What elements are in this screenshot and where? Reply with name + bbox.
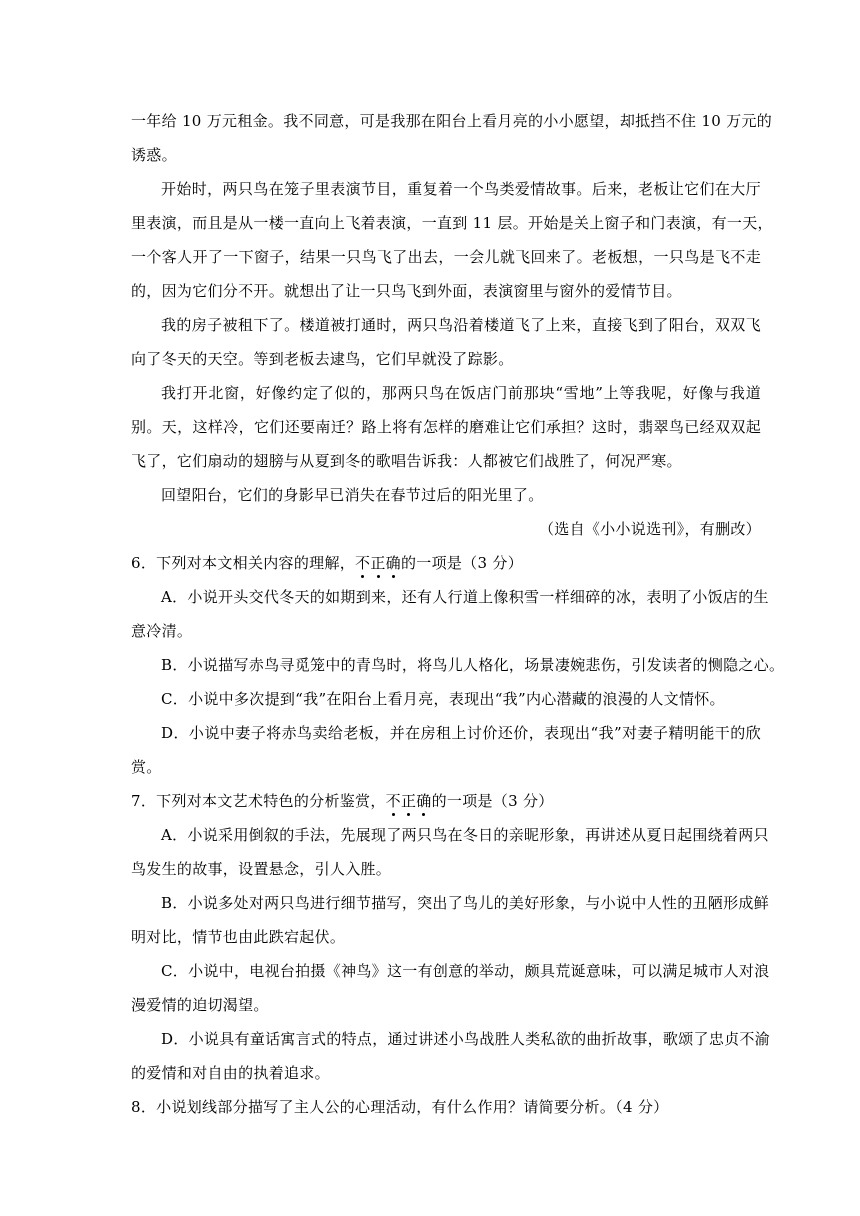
story-line: 我打开北窗，好像约定了似的，那两只鸟在饭店门前那块“雪地”上等我呢，好像与我道 [161,384,761,402]
question-7-option-c: C．小说中，电视台拍摄《神鸟》这一有创意的举动，颇具荒诞意味，可以满足城市人对浪 [161,962,770,980]
question-7-option-b: 明对比，情节也由此跌宕起伏。 [131,928,346,946]
story-line: 开始时，两只鸟在笼子里表演节目，重复着一个鸟类爱情故事。后来，老板让它们在大厅 [161,180,761,198]
question-6-option-d: D．小说中妻子将赤鸟卖给老板，并在房租上讨价还价，表现出“我”对妻子精明能干的欣 [161,724,761,742]
question-7-option-a: 鸟发生的故事，设置悬念，引人入胜。 [131,860,392,878]
emphasis-char: 不 [385,792,401,810]
story-line: 的，因为它们分不开。就想出了让一只鸟飞到外面，表演窗里与窗外的爱情节目。 [131,282,682,300]
emphasis-char: 确 [416,792,432,810]
source-note: （选自《小小说选刊》，有删改） [538,520,761,538]
question-6-option-d: 赏。 [131,758,162,776]
story-line: 向了冬天的天空。等到老板去逮鸟，它们早就没了踪影。 [131,350,514,368]
story-line: 一年给 10 万元租金。我不同意，可是我那在阳台上看月亮的小小愿望，却抵挡不住 10 万元的 [131,112,773,130]
question-6-option-c: C．小说中多次提到“我”在阳台上看月亮，表现出“我”内心潜藏的浪漫的人文情怀。 [161,690,725,708]
question-7-option-a: A．小说采用倒叙的手法，先展现了两只鸟在冬日的亲昵形象，再讲述从夏日起围绕着两只 [161,826,769,844]
story-line: 别。天，这样冷，它们还要南迁？路上将有怎样的磨难让它们承担？这时，翡翠鸟已经双双起 [131,418,761,436]
question-6-option-a: A．小说开头交代冬天的如期到来，还有人行道上像积雪一样细碎的冰，表明了小饭店的生 [161,588,769,606]
question-7-option-d: D．小说具有童话寓言式的特点，通过讲述小鸟战胜人类私欲的曲折故事，歌颂了忠贞不渝 [161,1030,771,1048]
question-7-option-c: 漫爱情的迫切渴望。 [131,996,269,1014]
emphasis-char: 确 [385,554,401,572]
story-line: 里表演，而且是从一楼一直向上飞着表演，一直到 11 层。开始是关上窗子和门表演，有一天， [131,214,773,232]
question-8-stem: 8．小说划线部分描写了主人公的心理活动，有什么作用？请简要分析。（4 分） [131,1098,669,1116]
story-line: 回望阳台，它们的身影早已消失在春节过后的阳光里了。 [161,486,544,504]
emphasis-char: 正 [370,554,386,572]
question-7-option-b: B．小说多处对两只鸟进行细节描写，突出了鸟儿的美好形象，与小说中人性的丑陋形成鲜 [161,894,770,912]
question-7-option-d: 的爱情和对自由的执着追求。 [131,1064,330,1082]
story-line: 我的房子被租下了。楼道被打通时，两只鸟沿着楼道飞了上来，直接飞到了阳台，双双飞 [161,316,761,334]
question-6-option-b: B．小说描写赤鸟寻觅笼中的青鸟时，将鸟儿人格化，场景凄婉悲伤，引发读者的恻隐之心。 [161,656,785,674]
story-line: 飞了，它们扇动的翅膀与从夏到冬的歌唱告诉我：人都被它们战胜了，何况严寒。 [131,452,682,470]
story-line: 诱惑。 [131,146,177,164]
story-line: 一个客人开了一下窗子，结果一只鸟飞了出去，一会儿就飞回来了。老板想，一只鸟是飞不走 [131,248,761,266]
question-6-stem: 6．下列对本文相关内容的理解，不正确的一项是（3 分） [131,554,523,572]
question-6-option-a: 意冷清。 [131,622,193,640]
emphasis-char: 正 [400,792,417,810]
question-7-stem: 7．下列对本文艺术特色的分析鉴赏，不正确的一项是（3 分） [131,792,554,810]
emphasis-char: 不 [355,554,371,572]
